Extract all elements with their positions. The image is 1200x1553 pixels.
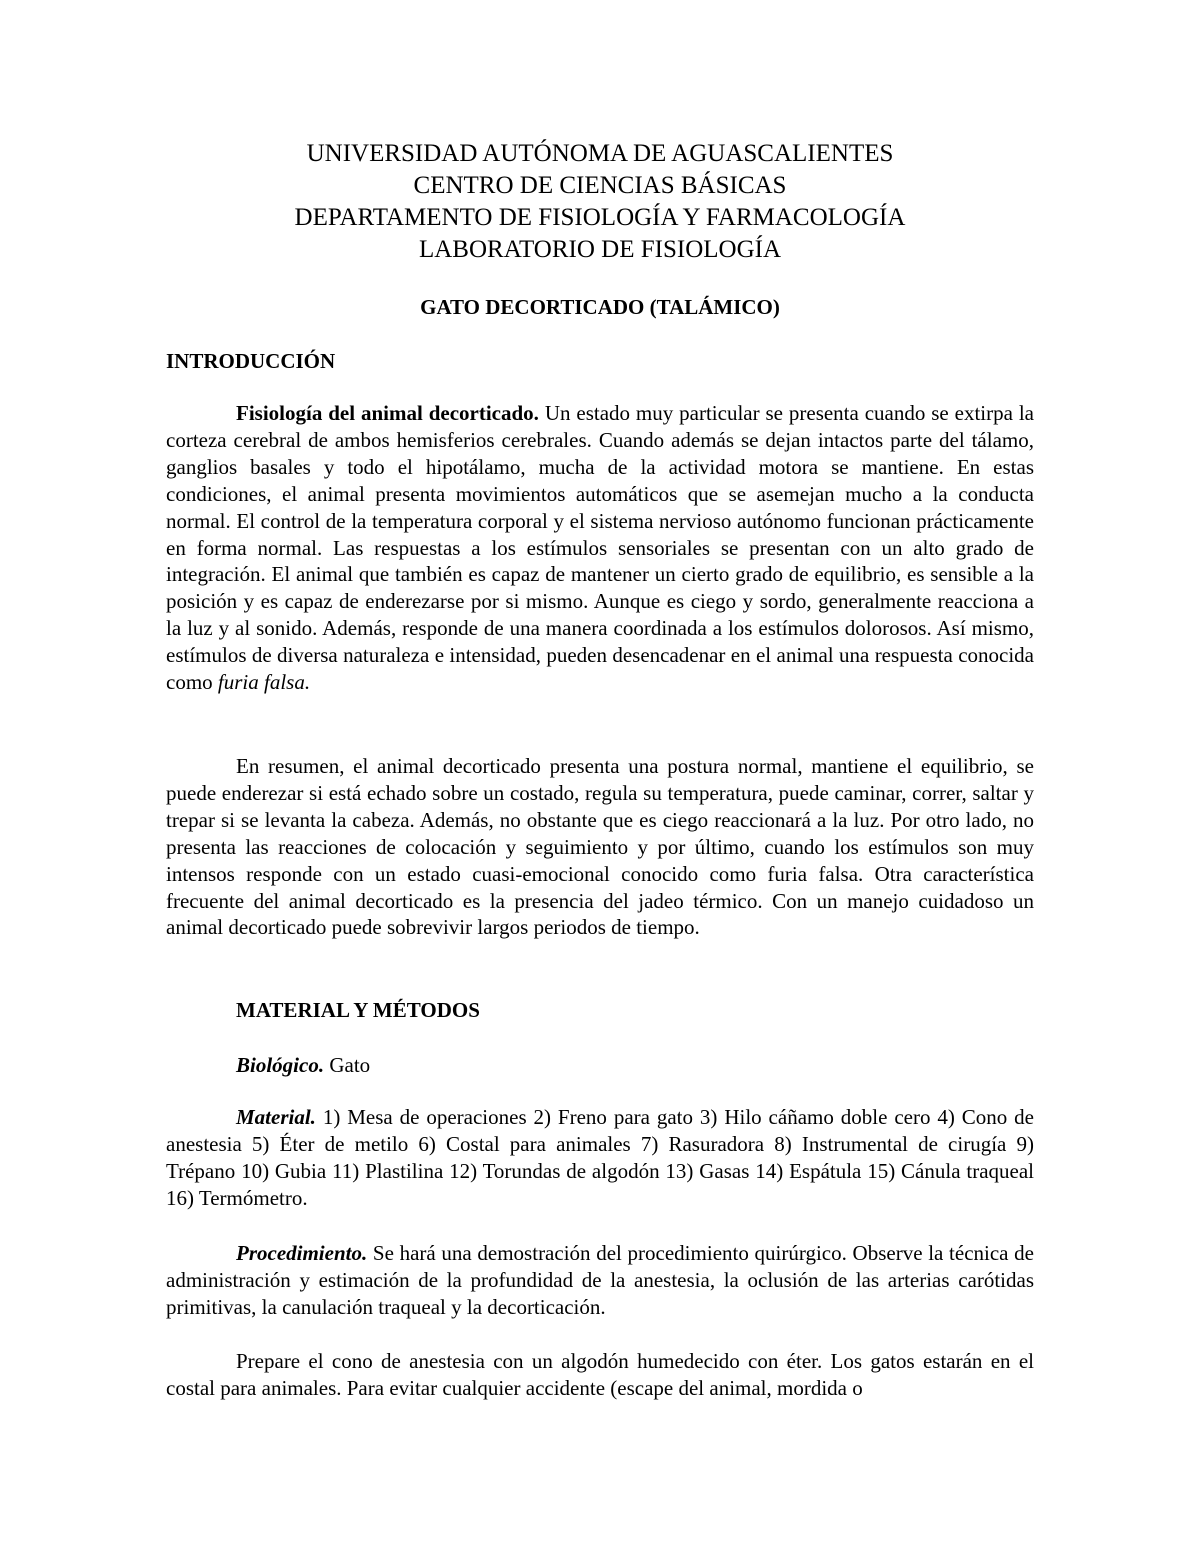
header-center: CENTRO DE CIENCIAS BÁSICAS: [413, 172, 787, 199]
document-title: GATO DECORTICADO (TALÁMICO): [420, 295, 780, 319]
material-body: 1) Mesa de operaciones 2) Freno para gato 3) Hilo cáñamo doble cero 4) Cono de anestesia 5) Éter de metilo 6) Costal para animales 7) Rasuradora 8) Instrumental de cirugía 9) Trépano 10) Gubia 11) Plastilina 12) Torundas de algodón 13) Gasas 14) Espátula 15) Cánula traqueal 16) Termómetro.: [166, 1105, 1034, 1210]
introduction-paragraph-1: [166, 400, 1034, 696]
biologico-value: Gato: [324, 1053, 371, 1077]
procedimiento-label: Procedimiento.: [236, 1241, 368, 1265]
header-department: DEPARTAMENTO DE FISIOLOGÍA Y FARMACOLOGÍA: [294, 204, 906, 231]
biologico-line: [236, 1051, 370, 1079]
material-paragraph: [166, 1104, 1034, 1212]
material-label: Material.: [236, 1105, 316, 1129]
paragraph-lead: Fisiología del animal decorticado.: [236, 401, 539, 425]
procedimiento-body: Se hará una demostración del procedimiento quirúrgico. Observe la técnica de administración y estimación de la profundidad de la anestesia, la oclusión de las arterias carótidas primitivas, la canulación traqueal y la decorticación.: [166, 1241, 1034, 1319]
procedimiento-paragraph: [166, 1240, 1034, 1321]
methods-heading: MATERIAL Y MÉTODOS: [236, 998, 480, 1022]
prepare-paragraph: Prepare el cono de anestesia con un algodón humedecido con éter. Los gatos estarán en el costal para animales. Para evitar cualquier accidente (escape del animal, mordida o: [166, 1349, 1034, 1400]
header-university: UNIVERSIDAD AUTÓNOMA DE AGUASCALIENTES: [306, 140, 894, 167]
institution-header: [0, 138, 1200, 266]
biologico-label: Biológico.: [236, 1053, 325, 1077]
header-laboratory: LABORATORIO DE FISIOLOGÍA: [418, 236, 782, 263]
introduction-heading: INTRODUCCIÓN: [166, 349, 336, 373]
paragraph-italic-term: furia falsa.: [217, 670, 311, 695]
paragraph-body: Un estado muy particular se presenta cuando se extirpa la corteza cerebral de ambos hemisferios cerebrales. Cuando además se dejan intactos parte del tálamo, ganglios basales y todo el hipotálamo, mucha de la actividad motora se mantiene. En estas condiciones, el animal presenta movimientos automáticos que se asemejan mucho a la conducta normal. El control de la temperatura corporal y el sistema nervioso autónomo funcionan prácticamente en forma normal. Las respuestas a los estímulos sensoriales se presentan con un alto grado de integración. El animal que también es capaz de mantener un cierto grado de equilibrio, es sensible a la posición y es capaz de enderezarse por si mismo. Aunque es ciego y sordo, generalmente reacciona a la luz y al sonido. Además, responde de una manera coordinada a los estímulos dolorosos. Así mismo, estímulos de diversa naturaleza e intensidad, pueden desencadenar en el animal una respuesta conocida como: [166, 401, 1035, 695]
introduction-paragraph-2: En resumen, el animal decorticado presenta una postura normal, mantiene el equilibrio, se puede enderezar si está echado sobre un costado, regula su temperatura, puede caminar, correr, saltar y trepar si se levanta la cabeza. Además, no obstante que es ciego reaccionará a la luz. Por otro lado, no presenta las reacciones de colocación y seguimiento y por último, cuando los estímulos son muy intensos responde con un estado cuasi-emocional conocido como furia falsa. Otra característica frecuente del animal decorticado es la presencia del jadeo térmico. Con un manejo cuidadoso un animal decorticado puede sobrevivir largos periodos de tiempo.: [166, 754, 1034, 940]
